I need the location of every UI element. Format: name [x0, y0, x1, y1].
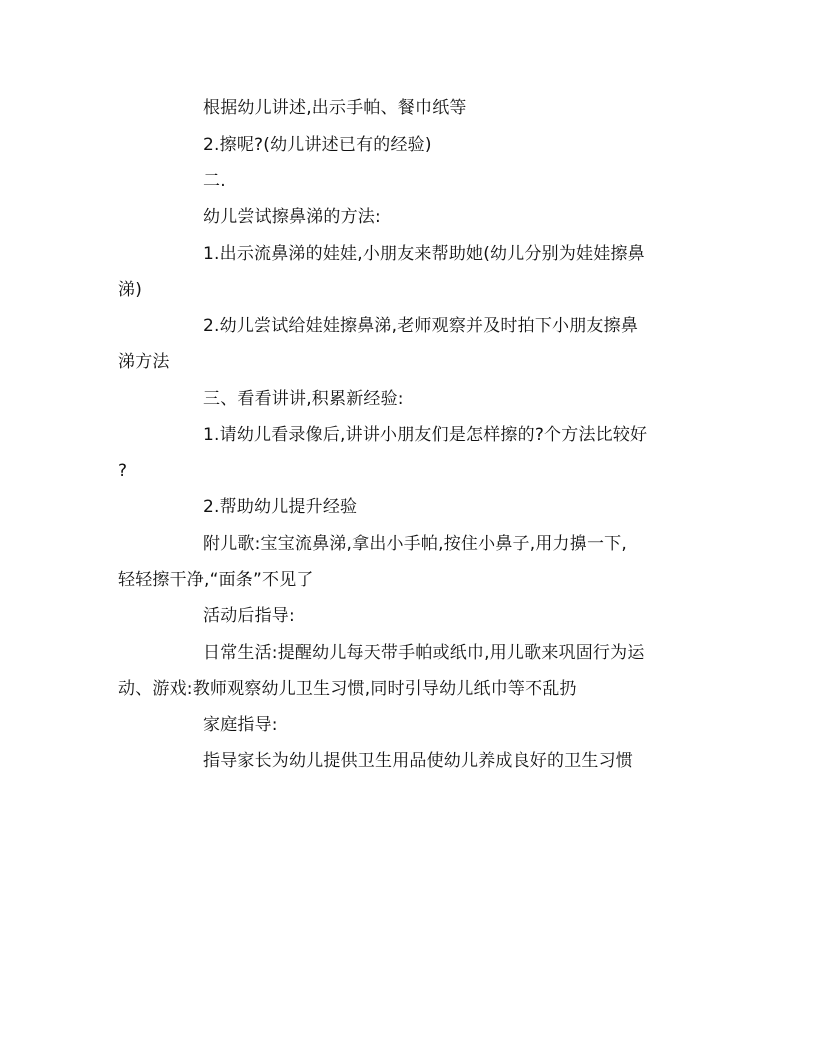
text-line: 指导家长为幼儿提供卫生用品使幼儿养成良好的卫生习惯: [203, 751, 633, 771]
text-line: 1.请幼儿看录像后,讲讲小朋友们是怎样擦的?个方法比较好: [203, 425, 648, 445]
text-line: 涕方法: [118, 352, 170, 372]
text-line: 根据幼儿讲述,出示手帕、餐巾纸等: [203, 98, 467, 118]
text-line: 家庭指导:: [203, 715, 278, 735]
text-line: 幼儿尝试擦鼻涕的方法:: [203, 207, 381, 227]
section-heading: 三、看看讲讲,积累新经验:: [203, 389, 404, 409]
text-line: 动、游戏:教师观察幼儿卫生习惯,同时引导幼儿纸巾等不乱扔: [118, 679, 577, 699]
text-line: 2.擦呢?(幼儿讲述已有的经验): [203, 135, 432, 155]
text-line: ?: [118, 461, 128, 481]
text-line: 2.幼儿尝试给娃娃擦鼻涕,老师观察并及时拍下小朋友擦鼻: [203, 316, 639, 336]
text-line: 2.帮助幼儿提升经验: [203, 497, 358, 517]
text-line: 活动后指导:: [203, 606, 295, 626]
section-heading: 二.: [203, 171, 226, 191]
text-line: 1.出示流鼻涕的娃娃,小朋友来帮助她(幼儿分别为娃娃擦鼻: [203, 244, 645, 264]
text-line: 轻轻擦干净,“面条”不见了: [118, 570, 314, 590]
text-line: 涕): [118, 280, 143, 300]
text-line: 附儿歌:宝宝流鼻涕,拿出小手帕,按住小鼻子,用力擤一下,: [203, 534, 627, 554]
text-line: 日常生活:提醒幼儿每天带手帕或纸巾,用儿歌来巩固行为运: [203, 643, 645, 663]
